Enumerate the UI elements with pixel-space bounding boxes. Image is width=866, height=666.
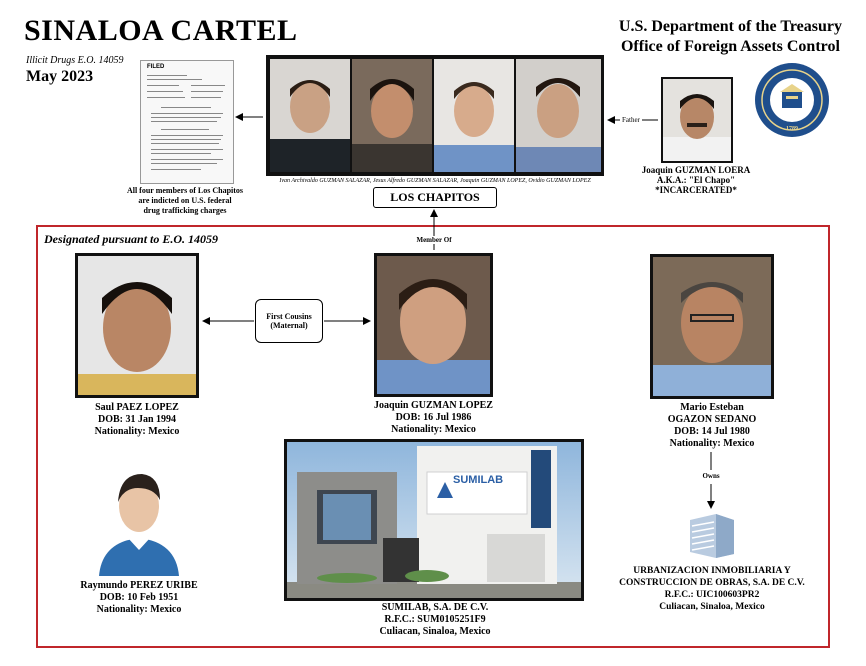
urbanizacion-name-line-2: CONSTRUCCION DE OBRAS, S.A. DE C.V. bbox=[619, 578, 805, 588]
first-cousins-line-2: (Maternal) bbox=[270, 321, 308, 330]
designation-label: Designated pursuant to E.O. 14059 bbox=[44, 232, 219, 246]
el-chapo-status: *INCARCERATED* bbox=[655, 185, 737, 195]
sumilab-name: SUMILAB, S.A. DE C.V. bbox=[381, 602, 489, 613]
joaquin-guzman-lopez-nationality: Nationality: Mexico bbox=[391, 424, 476, 435]
office-building-icon bbox=[686, 510, 738, 558]
raymundo-perez-uribe-caption bbox=[62, 580, 216, 616]
mario-ogazon-sedano-caption bbox=[630, 402, 794, 450]
member-of-label: Member Of bbox=[410, 236, 458, 244]
chart-subtitle: Illicit Drugs E.O. 14059 bbox=[26, 55, 124, 66]
raymundo-perez-uribe-nationality: Nationality: Mexico bbox=[96, 604, 182, 615]
el-chapo-name: Joaquin GUZMAN LOERA bbox=[641, 165, 751, 175]
father-relation-label: Father bbox=[622, 116, 640, 124]
first-cousins-line-1: First Cousins bbox=[266, 312, 312, 321]
chart-title: SINALOA CARTEL bbox=[24, 14, 298, 47]
first-cousins-box bbox=[255, 299, 323, 343]
agency-line-2: Office of Foreign Assets Control bbox=[620, 38, 840, 55]
urbanizacion-location: Culiacan, Sinaloa, Mexico bbox=[659, 602, 765, 612]
sumilab-caption bbox=[330, 602, 540, 638]
document-header: FILED bbox=[147, 64, 165, 70]
joaquin-guzman-lopez-photo bbox=[374, 253, 493, 397]
sumilab-rfc: R.F.C.: SUM0105251F9 bbox=[384, 614, 486, 625]
indictment-note-line-2: are indicted on U.S. federal bbox=[138, 196, 232, 205]
raymundo-perez-uribe-avatar-icon bbox=[94, 462, 184, 576]
saul-paez-lopez-dob: DOB: 31 Jan 1994 bbox=[97, 414, 177, 425]
chapitos-names-caption: Ivan Archivaldo GUZMAN SALAZAR, Jesus Alfredo GUZMAN SALAZAR, Joaquin GUZMAN LOPEZ, Ovidio GUZMAN LOPEZ bbox=[279, 178, 591, 184]
seal-year: 1789 bbox=[786, 126, 798, 132]
joaquin-guzman-lopez-caption bbox=[345, 400, 522, 436]
indictment-note-line-3: drug trafficking charges bbox=[143, 206, 227, 215]
saul-paez-lopez-caption bbox=[60, 402, 214, 438]
los-chapitos-label: LOS CHAPITOS bbox=[373, 187, 497, 208]
urbanizacion-name-line-1: URBANIZACION INMOBILIARIA Y bbox=[633, 566, 791, 576]
raymundo-perez-uribe-dob: DOB: 10 Feb 1951 bbox=[99, 592, 179, 603]
mario-ogazon-sedano-nationality: Nationality: Mexico bbox=[669, 438, 755, 449]
el-chapo-aka: A.K.A.: "El Chapo" bbox=[656, 175, 736, 185]
joaquin-guzman-lopez-name: Joaquin GUZMAN LOPEZ bbox=[374, 400, 493, 411]
sumilab-sign: SUMILAB bbox=[453, 474, 504, 486]
owns-label: Owns bbox=[702, 472, 720, 480]
indictment-note-line-1: All four members of Los Chapitos bbox=[126, 186, 244, 195]
agency-line-1: U.S. Department of the Treasury bbox=[618, 18, 842, 35]
urbanizacion-rfc: R.F.C.: UIC100603PR2 bbox=[664, 590, 760, 600]
raymundo-perez-uribe-name: Raymundo PEREZ URIBE bbox=[80, 580, 198, 591]
mario-ogazon-sedano-name-line-2: OGAZON SEDANO bbox=[667, 414, 757, 425]
mario-ogazon-sedano-dob: DOB: 14 Jul 1980 bbox=[674, 426, 750, 437]
sumilab-building-photo bbox=[284, 439, 584, 601]
chart-date: May 2023 bbox=[26, 68, 94, 85]
urbanizacion-caption bbox=[600, 565, 824, 613]
mario-ogazon-sedano-photo bbox=[650, 254, 774, 399]
saul-paez-lopez-name: Saul PAEZ LOPEZ bbox=[95, 402, 179, 413]
mario-ogazon-sedano-name-line-1: Mario Esteban bbox=[680, 402, 744, 413]
sumilab-location: Culiacan, Sinaloa, Mexico bbox=[379, 626, 491, 637]
saul-paez-lopez-photo bbox=[75, 253, 199, 398]
saul-paez-lopez-nationality: Nationality: Mexico bbox=[94, 426, 180, 437]
joaquin-guzman-lopez-dob: DOB: 16 Jul 1986 bbox=[395, 412, 472, 423]
